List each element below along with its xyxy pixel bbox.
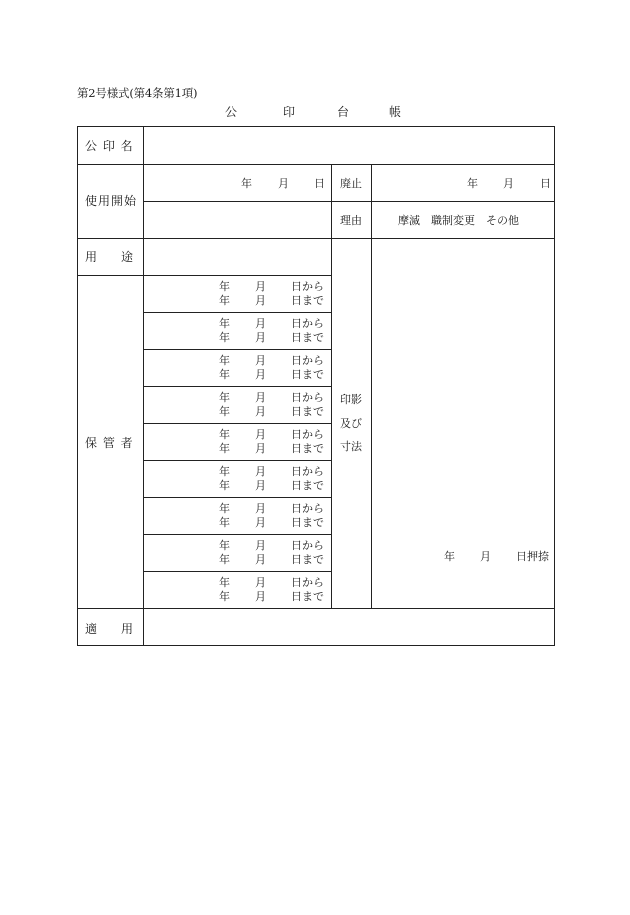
period-month: 月	[255, 479, 266, 492]
abolish-date-month: 月	[503, 177, 514, 190]
period-to-line	[144, 295, 331, 307]
period-day: 日から	[291, 539, 324, 552]
period-day: 日から	[291, 502, 324, 515]
period-month: 月	[255, 294, 266, 307]
period-to-line	[144, 591, 331, 603]
start-extra-field[interactable]	[144, 202, 331, 238]
period-month: 月	[255, 331, 266, 344]
period-to-line	[144, 480, 331, 492]
keeper-period-row[interactable]	[144, 350, 331, 386]
title-char: 台	[337, 105, 350, 119]
period-month: 月	[255, 553, 266, 566]
period-month: 月	[255, 442, 266, 455]
abolish-date-day: 日	[540, 177, 551, 190]
period-day: 日から	[291, 317, 324, 330]
start-date-year: 年	[241, 177, 252, 190]
period-month: 月	[255, 317, 266, 330]
period-day: 日まで	[291, 442, 324, 455]
keeper-period-row[interactable]	[144, 313, 331, 349]
period-to-line	[144, 332, 331, 344]
period-day: 日まで	[291, 331, 324, 344]
period-day: 日まで	[291, 590, 324, 603]
impression-label: 印影	[340, 393, 362, 406]
reason-options[interactable]: 摩滅 職制変更 その他	[398, 214, 519, 227]
period-to-line	[144, 554, 331, 566]
keeper-period-row[interactable]	[144, 498, 331, 534]
period-day: 日から	[291, 576, 324, 589]
period-month: 月	[255, 539, 266, 552]
period-day: 日から	[291, 465, 324, 478]
period-day: 日から	[291, 354, 324, 367]
period-day: 日まで	[291, 479, 324, 492]
remarks-field[interactable]	[144, 609, 554, 645]
period-month: 月	[255, 516, 266, 529]
period-from-line	[144, 392, 331, 404]
impression-label: 寸法	[340, 440, 362, 453]
abolish-date-year: 年	[467, 177, 478, 190]
period-from-line	[144, 503, 331, 515]
start-date-month: 月	[278, 177, 289, 190]
period-year: 年	[219, 502, 230, 515]
period-year: 年	[219, 576, 230, 589]
period-day: 日まで	[291, 294, 324, 307]
period-from-line	[144, 429, 331, 441]
period-year: 年	[219, 465, 230, 478]
period-year: 年	[219, 354, 230, 367]
seal-date-month: 月	[480, 550, 491, 563]
period-year: 年	[219, 317, 230, 330]
period-year: 年	[219, 553, 230, 566]
title-char: 公	[225, 105, 238, 119]
period-year: 年	[219, 294, 230, 307]
period-month: 月	[255, 576, 266, 589]
period-year: 年	[219, 590, 230, 603]
period-day: 日まで	[291, 516, 324, 529]
title-char: 印	[283, 105, 296, 119]
period-month: 月	[255, 405, 266, 418]
seal-name-label: 公 印 名	[85, 139, 134, 153]
abolish-date-field[interactable]	[372, 165, 554, 201]
seal-date-day: 日押捺	[516, 550, 549, 563]
period-year: 年	[219, 405, 230, 418]
period-month: 月	[255, 368, 266, 381]
period-to-line	[144, 369, 331, 381]
period-day: 日まで	[291, 405, 324, 418]
impression-label: 及び	[340, 417, 362, 430]
period-from-line	[144, 318, 331, 330]
period-month: 月	[255, 590, 266, 603]
period-to-line	[144, 406, 331, 418]
period-year: 年	[219, 368, 230, 381]
start-label: 使用開始	[85, 194, 138, 208]
period-from-line	[144, 577, 331, 589]
period-to-line	[144, 443, 331, 455]
period-from-line	[144, 540, 331, 552]
period-year: 年	[219, 516, 230, 529]
form-title	[225, 103, 425, 119]
purpose-label: 用 途	[85, 250, 134, 264]
period-year: 年	[219, 428, 230, 441]
period-day: 日まで	[291, 368, 324, 381]
title-char: 帳	[389, 105, 402, 119]
keeper-period-row[interactable]	[144, 424, 331, 460]
period-day: 日まで	[291, 553, 324, 566]
period-month: 月	[255, 502, 266, 515]
keeper-period-row[interactable]	[144, 387, 331, 423]
period-month: 月	[255, 465, 266, 478]
period-year: 年	[219, 479, 230, 492]
period-month: 月	[255, 354, 266, 367]
period-year: 年	[219, 442, 230, 455]
start-date-field[interactable]	[144, 165, 331, 201]
period-year: 年	[219, 539, 230, 552]
period-day: 日から	[291, 428, 324, 441]
seal-date-year: 年	[444, 550, 455, 563]
period-day: 日から	[291, 280, 324, 293]
period-day: 日から	[291, 391, 324, 404]
start-date-day: 日	[314, 177, 325, 190]
keeper-label: 保 管 者	[85, 436, 134, 450]
reason-label: 理由	[340, 214, 362, 227]
column-divider	[331, 164, 332, 608]
keeper-period-row[interactable]	[144, 572, 331, 608]
period-month: 月	[255, 391, 266, 404]
keeper-period-row[interactable]	[144, 276, 331, 312]
form-number: 第2号様式(第4条第1項)	[77, 86, 198, 100]
period-from-line	[144, 281, 331, 293]
keeper-period-row[interactable]	[144, 461, 331, 497]
period-month: 月	[255, 280, 266, 293]
remarks-label: 適 用	[85, 622, 134, 636]
period-year: 年	[219, 331, 230, 344]
period-from-line	[144, 355, 331, 367]
seal-name-field[interactable]	[144, 127, 554, 164]
period-year: 年	[219, 280, 230, 293]
period-month: 月	[255, 428, 266, 441]
keeper-period-row[interactable]	[144, 535, 331, 571]
period-year: 年	[219, 391, 230, 404]
seal-ledger-table	[77, 126, 555, 646]
abolish-label: 廃止	[340, 177, 362, 190]
purpose-field[interactable]	[144, 239, 331, 275]
period-to-line	[144, 517, 331, 529]
period-from-line	[144, 466, 331, 478]
